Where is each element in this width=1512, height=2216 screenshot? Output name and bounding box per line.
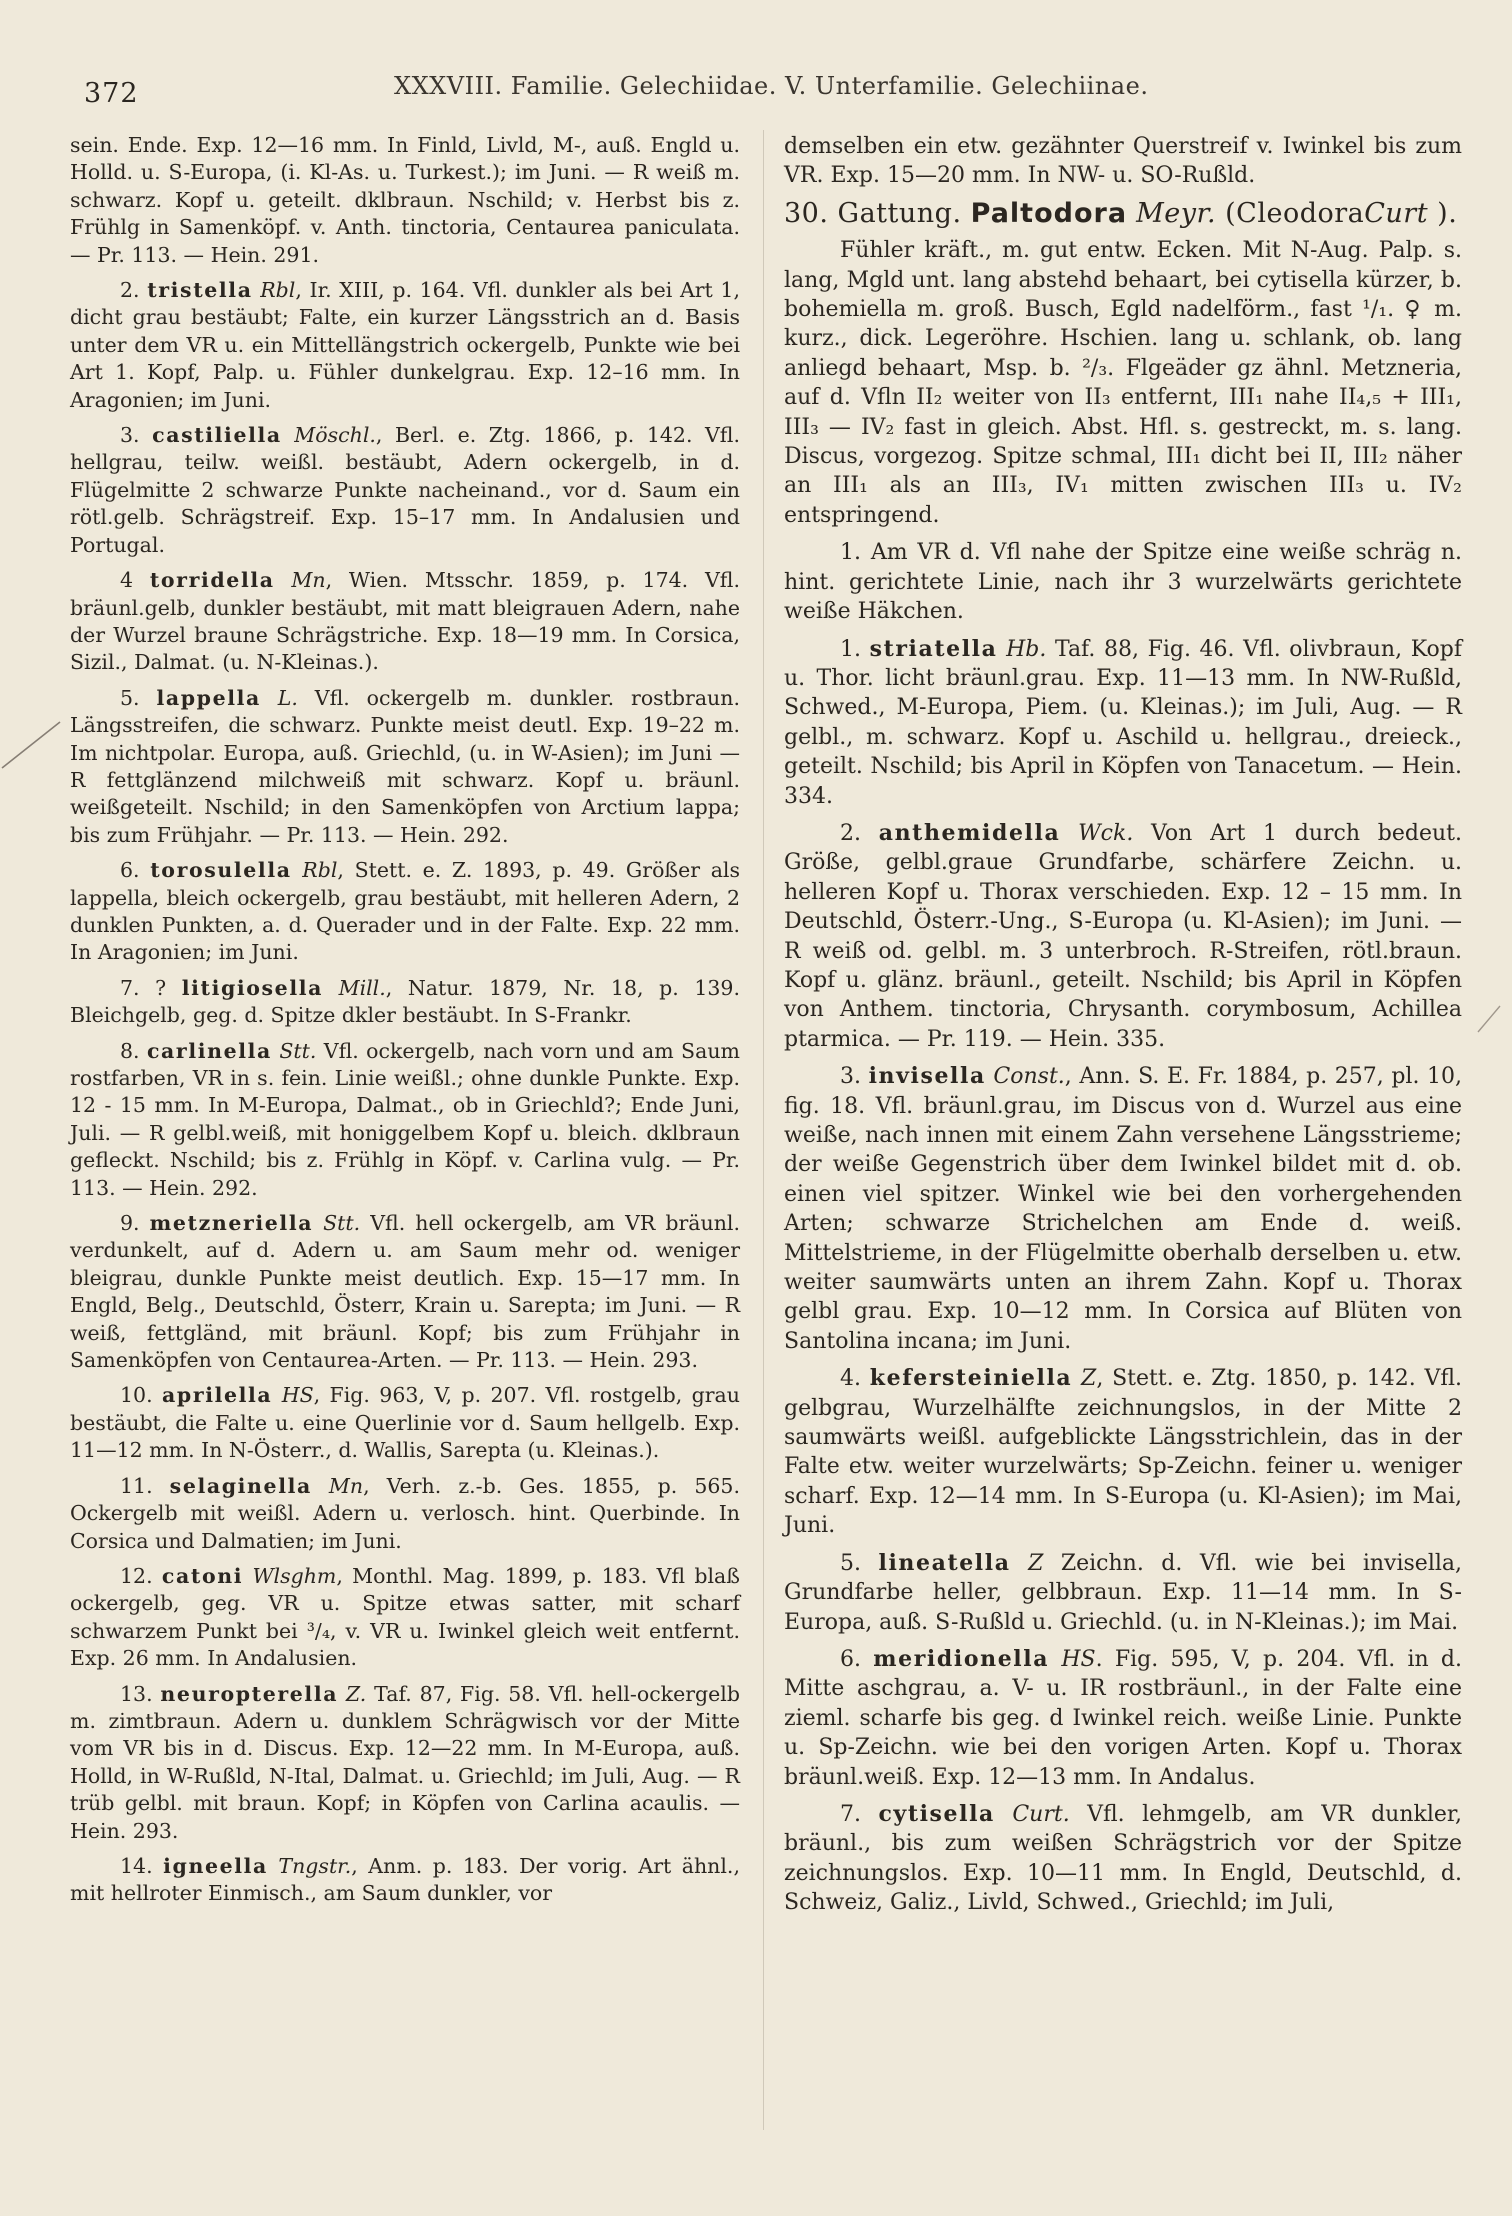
species-entry — [784, 1364, 1462, 1540]
species-entry — [70, 1853, 740, 1908]
entry-text: Vfl. ockergelb, nach vorn und am Saum rostfarben, VR in s. fein. Linie weißl.; ohne dunkle Punkte. Exp. 12 - 15 mm. In M-Europa, Dalmat., ob in Griechld?; Ende Juni, Juli. — R gelbl.weiß, mit honiggelbem Kopf u. bleich. dklbraun gefleckt. Nschild; bis z. Frühlg in Köpf. v. Carlina vulg. — Pr. 113. — Hein. 292. — [70, 1038, 740, 1200]
species-author: Rbl — [260, 278, 296, 303]
species-name: torridella — [149, 568, 275, 593]
left-column — [70, 132, 740, 1916]
species-author: Stt. — [323, 1211, 361, 1236]
species-author: Z — [1081, 1366, 1097, 1392]
entry-text: , Verh. z.-b. Ges. 1855, p. 565. Ockergelb mit weißl. Adern u. verlosch. hint. Querbinde. In Corsica und Dalmatien; im Juni. — [70, 1473, 740, 1553]
entry-number: 11. — [120, 1473, 153, 1498]
species-author: Tngstr. — [278, 1853, 352, 1878]
page-header — [84, 70, 1464, 110]
species-name: kefersteiniella — [869, 1365, 1073, 1392]
species-name: lineatella — [878, 1549, 1011, 1576]
species-entry — [784, 236, 1462, 530]
species-author: Wlsghm — [252, 1563, 337, 1588]
entry-text: , Fig. 963, V, p. 207. Vfl. rostgelb, grau bestäubt, die Falte u. eine Querlinie vor d. Saum hellgelb. Exp. 11—12 mm. In N-Österr., d. Wallis, Sarepta (u. Kleinas.). — [70, 1383, 740, 1463]
species-entry — [70, 857, 740, 967]
species-name: castiliella — [152, 423, 282, 448]
entry-number: 14. — [120, 1853, 153, 1878]
entry-number: 5. — [840, 1550, 861, 1576]
species-author: Z. — [345, 1681, 367, 1706]
species-author: Z — [1028, 1550, 1044, 1576]
entry-text: Vfl. lehmgelb, am VR dunkler, bräunl., bis zum weißen Schrägstrich vor der Spitze zeichnungslos. Exp. 10—11 mm. In Engld, Deutschld, d. Schweiz, Galiz., Livld, Schwed., Griechld; im Juli, — [784, 1801, 1463, 1916]
column-divider — [763, 130, 764, 2130]
entry-number: 13. — [120, 1681, 153, 1706]
species-author: Mill. — [338, 975, 386, 1000]
species-entry — [70, 277, 740, 414]
entry-text: , Anm. p. 183. Der vorig. Art ähnl., mit hellroter Einmisch., am Saum dunkler, vor — [70, 1853, 740, 1906]
entry-text: , Wien. Mtsschr. 1859, p. 174. Vfl. bräunl.gelb, dunkler bestäubt, mit matt bleigrauen Adern, nahe der Wurzel braune Schrägstriche. Exp. 18—19 mm. In Corsica, Sizil., Dalmat. (u. N-Kleinas.). — [70, 568, 740, 675]
species-entry — [784, 819, 1462, 1054]
entry-text: Taf. 87, Fig. 58. Vfl. hell-ockergelb m. zimtbraun. Adern u. dunklem Schrägwisch vor der Mitte vom VR bis in d. Discus. Exp. 12—22 mm. In M-Europa, auß. Holld, in W-Rußld, N-Ital, Dalmat. u. Griechld; im Juli, Aug. — R trüb gelbl. mit braun. Kopf; in Köpfen von Carlina acaulis. — Hein. 293. — [70, 1681, 740, 1843]
entry-number: 1. — [840, 540, 861, 566]
species-author: Curt. — [1012, 1801, 1070, 1827]
species-entry — [784, 1800, 1462, 1918]
species-name: invisella — [868, 1063, 986, 1090]
species-entry — [70, 685, 740, 849]
entry-text: Taf. 88, Fig. 46. Vfl. olivbraun, Kopf u. Thor. licht bräunl.grau. Exp. 11—13 mm. In NW-Rußld, Schwed., M-Europa, Piem. (u. Kleinas.); im Juli, Aug. — R gelbl., m. schwarz. Kopf u. Aschild u. hellgrau., dreieck., geteilt. Nschild; bis April in Köpfen von Tanacetum. — Hein. 334. — [784, 636, 1463, 809]
entry-text: , Natur. 1879, Nr. 18, p. 139. Bleichgelb, geg. d. Spitze dkler bestäubt. In S-Frankr. — [70, 975, 740, 1028]
genus-synonym-author: Curt — [1364, 197, 1429, 229]
species-author: Mn — [328, 1473, 364, 1498]
entry-text: Fühler kräft., m. gut entw. Ecken. Mit N-Aug. Palp. s. lang, Mgld unt. lang abstehd behaart, bei cytisella kürzer, b. bohemiella m. groß. Busch, Egld nadelförm., fast ¹/₁. ♀ m. kurz., dick. Legeröhre. Hschien. lang u. schlank, ob. lang anliegd behaart, Msp. b. ²/₃. Flgeäder gz ähnl. Metzneria, auf d. Vfln II₂ weiter von II₃ entfernt, III₁ nahe II₄,₅ + III₁, III₃ — IV₂ fast in gleich. Abst. Hfl. s. gestreckt, m. s. lang. Discus, vorgezog. Spitze schmal, III₁ dicht bei II, III₂ näher an III₁ als an III₃, IV₁ mitten zwischen III₃ u. IV₂ entspringend. — [784, 238, 1462, 528]
entry-text: Vfl. ockergelb m. dunkler. rostbraun. Längsstreifen, die schwarz. Punkte meist deutl. Exp. 19–22 m. Im nichtpolar. Europa, auß. Griechld, (u. in W-Asien); im Juni — R fettglänzend milchweiß mit schwarz. Kopf u. bräunl. weißgeteilt. Nschild; in den Samenköpfen von Arctium lappa; bis zum Frühjahr. — Pr. 113. — Hein. 292. — [70, 685, 740, 847]
species-entry — [784, 1645, 1462, 1792]
entry-number: 6. — [120, 858, 140, 883]
continued-text — [784, 132, 1462, 191]
entry-number: 3. — [120, 423, 140, 448]
pencil-tick-mark — [1470, 1000, 1510, 1040]
entry-number: 2. — [120, 278, 140, 303]
species-author: Wck. — [1078, 820, 1134, 846]
species-entry — [70, 422, 740, 559]
entry-number: 6. — [840, 1646, 861, 1672]
entry-number: 7. ? — [120, 975, 167, 1000]
species-name: striatella — [869, 635, 998, 662]
species-name: torosulella — [150, 858, 292, 883]
entry-number: 3. — [840, 1064, 861, 1090]
genus-close: ). — [1437, 197, 1458, 229]
species-author: L. — [277, 685, 298, 710]
species-entry — [784, 538, 1462, 626]
genus-synonym: (Cleodora — [1225, 197, 1365, 229]
entry-number: 4 — [120, 568, 134, 593]
species-author: Rbl — [302, 858, 338, 883]
entry-text: , Stett. e. Z. 1893, p. 49. Größer als lappella, bleich ockergelb, grau bestäubt, mit helleren Adern, 2 dunklen Punkten, a. d. Querader und in der Falte. Exp. 22 mm. In Aragonien; im Juni. — [70, 858, 740, 965]
species-name: litigiosella — [181, 975, 323, 1000]
entry-text: , Stett. e. Ztg. 1850, p. 142. Vfl. gelbgrau, Wurzelhälfte zeichnungslos, in der Mitte 2 saumwärts weißl. aufgeblickte Längsstrichlein, das in der Falte etw. weiter wurzelwärts; Sp-Zeichn. feiner u. weniger scharf. Exp. 12—14 mm. In S-Europa (u. Kl-Asien); im Mai, Juni. — [784, 1366, 1463, 1539]
species-entry — [70, 567, 740, 677]
species-entry — [784, 1062, 1462, 1356]
entry-text: demselben ein etw. gezähnter Querstreif v. Iwinkel bis zum VR. Exp. 15—20 mm. In NW- u. SO-Rußld. — [784, 134, 1462, 189]
species-author: HS — [1061, 1646, 1096, 1672]
species-entry — [70, 1382, 740, 1464]
genus-author: Meyr. — [1136, 197, 1217, 229]
species-name: carlinella — [146, 1038, 272, 1063]
entry-number: 10. — [120, 1383, 153, 1408]
species-author: Möschl. — [294, 423, 376, 448]
species-name: aprilella — [162, 1383, 273, 1408]
species-name: cytisella — [878, 1800, 995, 1827]
entry-number: 12. — [120, 1563, 153, 1588]
entry-text: , Ir. XIII, p. 164. Vfl. dunkler als bei Art 1, dicht grau bestäubt; Falte, ein kurzer Längsstrich an d. Basis unter dem VR u. ein Mittellängstrich ockergelb, Punkte wie bei Art 1. Kopf, Palp. u. Fühler dunkelgrau. Exp. 12–16 mm. In Aragonien; im Juni. — [70, 278, 740, 412]
species-author: Mn — [291, 568, 326, 593]
genus-heading — [784, 199, 1462, 228]
species-name: selaginella — [169, 1473, 312, 1498]
entry-text: , Ann. S. E. Fr. 1884, p. 257, pl. 10, fig. 18. Vfl. bräunl.grau, im Discus von d. Wurzel aus eine weiße, nach innen mit einem Zahn versehene Längsstrieme; der weiße Gegenstrich über dem Iwinkel bildet mit d. ob. einen viel spitzer. Winkel wie bei den vorhergehenden Arten; schwarze Strichelchen am Ende d. weiß. Mittelstrieme, in der Flügelmitte oberhalb derselben u. etw. weiter saumwärts unten an ihrem Zahn. Kopf u. Thorax gelbl grau. Exp. 10—12 mm. In Corsica auf Blüten von Santolina incana; im Juni. — [784, 1064, 1462, 1354]
species-name: metzneriella — [149, 1211, 314, 1236]
entry-number: 2. — [840, 820, 861, 846]
species-name: anthemidella — [878, 819, 1061, 846]
entry-text: sein. Ende. Exp. 12—16 mm. In Finld, Livld, M-, auß. Engld u. Holld. u. S-Europa, (i. Kl-As. u. Turkest.); im Juni. — R weiß m. schwarz. Kopf u. geteilt. dklbraun. Nschild; v. Herbst bis z. Frühlg in Samenköpf. v. Anth. tinctoria, Centaurea paniculata. — Pr. 113. — Hein. 291. — [70, 133, 740, 267]
entry-number: 5. — [120, 685, 140, 710]
right-column — [784, 132, 1462, 1926]
entry-number: 4. — [840, 1366, 861, 1392]
continued-text — [70, 132, 740, 269]
entry-number: 8. — [120, 1038, 140, 1063]
entry-number: 9. — [120, 1211, 140, 1236]
species-entry — [70, 975, 740, 1030]
species-name: tristella — [147, 278, 253, 303]
entry-text: , Monthl. Mag. 1899, p. 183. Vfl blaß ockergelb, geg. VR u. Spitze etwas satter, mit scharf schwarzem Punkt bei ³/₄, v. VR u. Iwinkel gleich weit entfernt. Exp. 26 mm. In Andalusien. — [70, 1563, 740, 1671]
entry-text: . Fig. 595, V, p. 204. Vfl. in d. Mitte aschgrau, a. V- u. IR rostbräunl., in der Falte eine zieml. scharfe bis geg. d Iwinkel reich. weiße Linie. Punkte u. Sp-Zeichn. wie bei den vorigen Arten. Kopf u. Thorax bräunl.weiß. Exp. 12—13 mm. In Andalus. — [784, 1646, 1462, 1790]
pencil-mark — [0, 700, 120, 790]
species-entry — [70, 1038, 740, 1202]
species-entry — [70, 1681, 740, 1845]
species-entry — [784, 1549, 1462, 1637]
species-entry — [784, 635, 1462, 811]
species-author: Hb. — [1006, 636, 1047, 662]
species-entry — [70, 1563, 740, 1673]
entry-number: 1. — [840, 636, 861, 662]
running-head: XXXVIII. Familie. Gelechiidae. V. Unterfamilie. Gelechiinae. — [394, 72, 1149, 100]
species-name: catoni — [161, 1563, 244, 1588]
species-name: lappella — [156, 685, 261, 710]
species-author: Stt. — [279, 1038, 317, 1063]
species-name: igneella — [163, 1853, 268, 1878]
species-author: Const. — [993, 1064, 1065, 1090]
entry-text: Vfl. hell ockergelb, am VR bräunl. verdunkelt, auf d. Adern u. am Saum mehr od. weniger bleigrau, dunkle Punkte meist deutlich. Exp. 15—17 mm. In Engld, Belg., Deutschld, Österr, Krain u. Sarepta; im Juni. — R weiß, fettgländ, mit bräunl. Kopf; bis zum Frühjahr in Samenköpfen von Centaurea-Arten. — Pr. 113. — Hein. 293. — [70, 1211, 740, 1373]
species-name: neuropterella — [160, 1681, 339, 1706]
page-number: 372 — [84, 78, 139, 109]
genus-name: Paltodora — [970, 197, 1128, 229]
species-author: HS — [281, 1383, 314, 1408]
species-entry — [70, 1473, 740, 1555]
entry-text: Zeichn. d. Vfl. wie bei invisella, Grundfarbe heller, gelbbraun. Exp. 11—14 mm. In S-Europa, auß. S-Rußld u. Griechld. (u. in N-Kleinas.); im Mai. — [784, 1550, 1463, 1635]
species-entry — [70, 1210, 740, 1374]
entry-text: Am VR d. Vfl nahe der Spitze eine weiße schräg n. hint. gerichtete Linie, nach ihr 3 wurzelwärts gerichtete weiße Häkchen. — [784, 540, 1462, 625]
genus-prefix: 30. Gattung. — [784, 197, 962, 229]
entry-number: 7. — [840, 1801, 861, 1827]
species-name: meridionella — [873, 1645, 1050, 1672]
entry-text: Von Art 1 durch bedeut. Größe, gelbl.graue Grundfarbe, schärfere Zeichn. u. helleren Kopf u. Thorax verschieden. Exp. 12 – 15 mm. In Deutschld, Österr.-Ung., S-Europa (u. Kl-Asien); im Juni. — R weiß od. gelbl. m. 3 unterbroch. R-Streifen, rötl.braun. Kopf u. glänz. bräunl., geteilt. Nschild; bis April in Köpfen von Anthem. tinctoria, Chrysanth. corymbosum, Achillea ptarmica. — Pr. 119. — Hein. 335. — [784, 820, 1462, 1052]
entry-text: , Berl. e. Ztg. 1866, p. 142. Vfl. hellgrau, teilw. weißl. bestäubt, Adern ockergelb, in d. Flügelmitte 2 schwarze Punkte nacheinand., vor d. Saum ein rötl.gelb. Schrägstreif. Exp. 15–17 mm. In Andalusien und Portugal. — [70, 423, 740, 557]
